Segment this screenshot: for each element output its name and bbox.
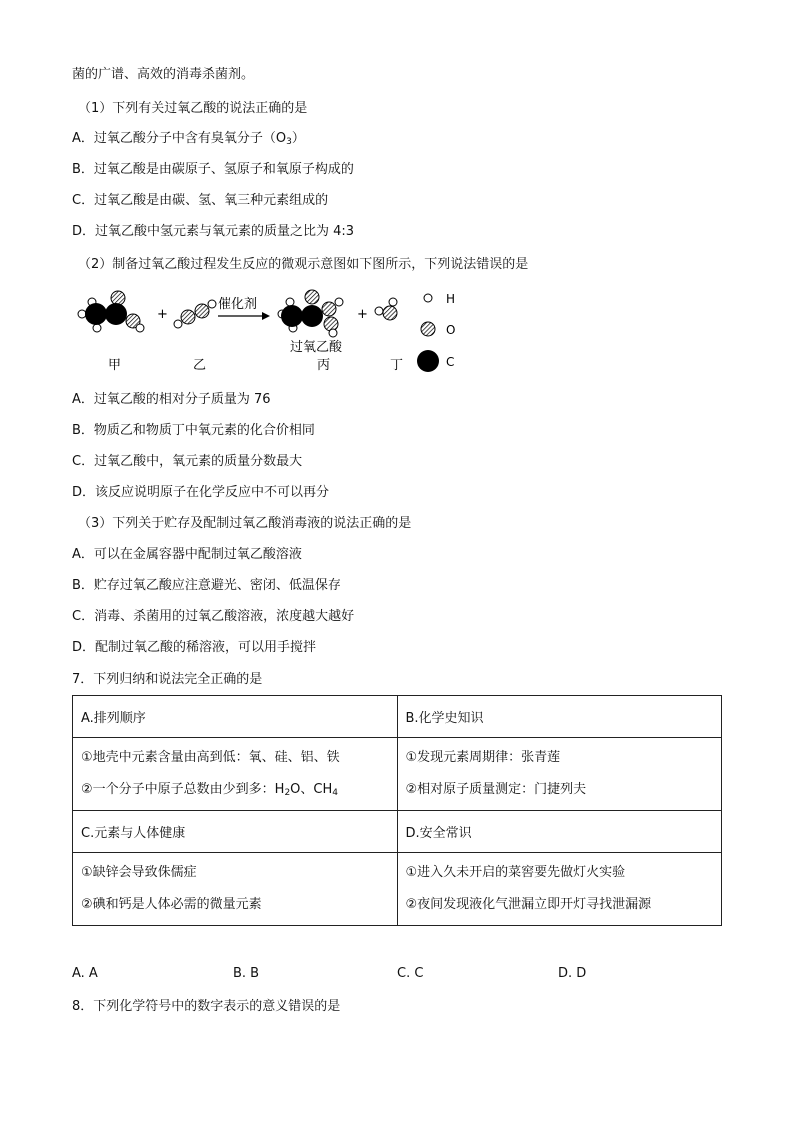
plus-sign: + [157, 307, 168, 322]
q6-3-option-b: B．贮存过氧乙酸应注意避光、密闭、低温保存 [72, 578, 341, 593]
molecule-jia [78, 291, 144, 332]
q6-3-option-d: D．配制过氧乙酸的稀溶液，可以用手搅拌 [72, 640, 317, 655]
atom-legend [417, 292, 455, 372]
q6-1-option-d: D．过氧乙酸中氢元素与氧元素的质量之比为 4:3 [72, 224, 355, 239]
label-yi: 乙 [193, 358, 207, 373]
plus-sign-2: + [357, 307, 368, 322]
cell-a-head: A.排列顺序 [73, 696, 398, 738]
label-ding: 丁 [390, 358, 404, 373]
q7-option-c: C. C [397, 966, 424, 981]
q8-stem: 8．下列化学符号中的数字表示的意义错误的是 [72, 999, 341, 1014]
q6-1-option-a: A．过氧乙酸分子中含有臭氧分子$(O_3)$ [72, 131, 305, 147]
q7-option-a: A. A [72, 966, 98, 981]
q6-2-option-c: C．过氧乙酸中，氧元素的质量分数最大 [72, 454, 303, 469]
legend-c: C [446, 355, 455, 369]
cell-d-body: ①进入久未开启的菜窖要先做灯火实验 ②夜间发现液化气泄漏立即开灯寻找泄漏源 [397, 853, 722, 926]
intro-text: 菌的广谱、高效的消毒杀菌剂。 [72, 67, 255, 82]
label-bing: 丙 [317, 358, 331, 373]
q6-3-stem: （3）下列关于贮存及配制过氧乙酸消毒液的说法正确的是 [78, 516, 412, 531]
cell-d-head: D.安全常识 [397, 811, 722, 853]
molecule-ding [375, 298, 397, 320]
q6-1-option-b: B．过氧乙酸是由碳原子、氢原子和氧原子构成的 [72, 162, 354, 177]
product-name: 过氧乙酸 [290, 340, 343, 355]
legend-h: H [446, 292, 456, 306]
cell-b-body: ①发现元素周期律：张青莲 ②相对原子质量测定：门捷列夫 [397, 738, 722, 811]
q6-2-stem: （2）制备过氧乙酸过程发生反应的微观示意图如下图所示，下列说法错误的是 [78, 257, 529, 272]
catalyst-label: 催化剂 [218, 297, 258, 312]
q7-stem: 7．下列归纳和说法完全正确的是 [72, 672, 263, 687]
q7-table [72, 695, 722, 926]
q7-option-d: D. D [558, 966, 587, 981]
cell-c-head: C.元素与人体健康 [73, 811, 398, 853]
legend-o: O [446, 323, 456, 337]
molecule-yi [174, 300, 216, 328]
arrow-icon [262, 312, 270, 320]
cell-c-body: ①缺锌会导致侏儒症 ②碘和钙是人体必需的微量元素 [73, 853, 398, 926]
cell-b-head: B.化学史知识 [397, 696, 722, 738]
q7-option-b: B. B [233, 966, 260, 981]
q6-3-option-c: C．消毒、杀菌用的过氧乙酸溶液，浓度越大越好 [72, 609, 355, 624]
molecule-bing [278, 290, 343, 337]
q6-2-option-d: D．该反应说明原子在化学反应中不可以再分 [72, 485, 330, 500]
q6-2-option-a: A．过氧乙酸的相对分子质量为 76 [72, 392, 271, 407]
q6-1-option-c: C．过氧乙酸是由碳、氢、氧三种元素组成的 [72, 193, 329, 208]
reaction-diagram [70, 284, 470, 376]
q6-3-option-a: A．可以在金属容器中配制过氧乙酸溶液 [72, 547, 302, 562]
label-jia: 甲 [108, 358, 122, 373]
q6-1-stem: （1）下列有关过氧乙酸的说法正确的是 [78, 101, 308, 116]
cell-a-body: ①地壳中元素含量由高到低：氧、硅、铝、铁 ②一个分子中原子总数由少到多：$H_2O$、$CH_4$ [73, 738, 398, 811]
q6-2-option-b: B．物质乙和物质丁中氧元素的化合价相同 [72, 423, 315, 438]
